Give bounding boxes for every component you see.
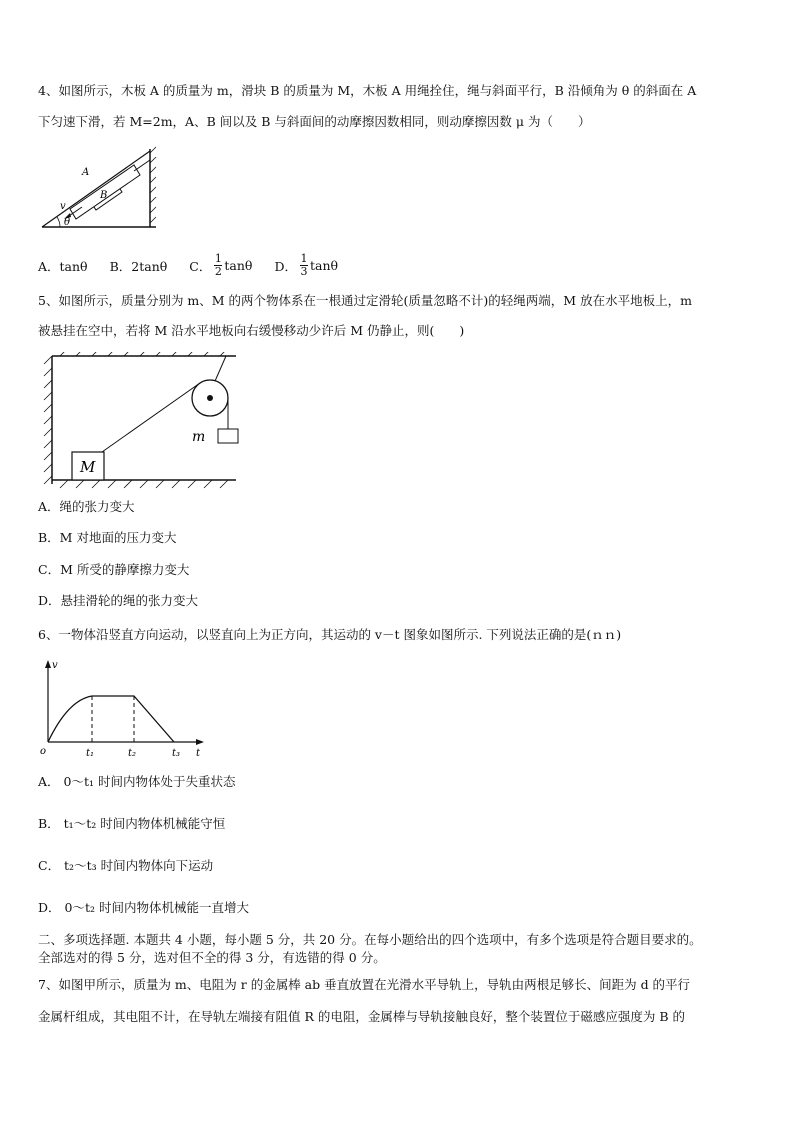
q4-text-line1: 4、如图所示，木板 A 的质量为 m，滑块 B 的质量为 M，木板 A 用绳拴住，绳与斜面平行，B 沿倾角为 θ 的斜面在 A: [38, 83, 697, 98]
q4-label-a: A: [82, 167, 90, 178]
q4-option-a[interactable]: A．tanθ: [38, 258, 88, 274]
q4-incline-figure: [38, 143, 168, 233]
q6-text-line1: 6、一物体沿竖直方向运动，以竖直向上为正方向，其运动的 v－t 图象如图所示. 下列说法正确的是(ｎｎ): [38, 627, 622, 642]
q5-label-big-m: M: [80, 458, 96, 476]
q6-option-d[interactable]: D． 0～t₂ 时间内物体机械能一直增大: [38, 900, 249, 915]
q4-option-b[interactable]: B．2tanθ: [109, 258, 168, 274]
q6-vt-graph: [38, 656, 208, 760]
q4-option-d-fraction: [300, 253, 308, 278]
q4-option-c-fraction: [214, 253, 222, 278]
section2-heading-line2: 全部选对的得 5 分，选对但不全的得 3 分，有选错的得 0 分。: [38, 950, 386, 965]
fraction-denominator: 3: [300, 265, 308, 278]
q5-text-line1: 5、如图所示，质量分别为 m、M 的两个物体系在一根通过定滑轮(质量忽略不计)的轻绳两端，M 放在水平地板上，m: [38, 293, 692, 308]
q5-text-line2: 被悬挂在空中，若将 M 沿水平地板向右缓慢移动少许后 M 仍静止，则( ): [38, 323, 465, 338]
q5-option-d[interactable]: D．悬挂滑轮的绳的张力变大: [38, 593, 199, 608]
q4-option-c-suffix: tanθ: [224, 258, 253, 273]
q6-origin-label: o: [40, 746, 47, 757]
q4-option-c[interactable]: [189, 253, 252, 278]
q4-label-b: B: [100, 190, 108, 201]
q4-option-d[interactable]: [274, 253, 338, 278]
q4-option-d-prefix: D．: [274, 258, 297, 274]
q6-tick-t2: t₂: [128, 748, 137, 759]
fraction-numerator: 1: [214, 252, 222, 265]
q7-text-line2: 金属杆组成，其电阻不计，在导轨左端接有阻值 R 的电阻，金属棒与导轨接触良好，整个装置位于磁感应强度为 B 的: [38, 1009, 685, 1024]
q6-tick-t3: t₃: [172, 748, 181, 759]
q4-label-theta: θ: [64, 217, 71, 228]
q4-option-d-suffix: tanθ: [309, 258, 339, 273]
section2-heading-line1: 二、多项选择题. 本题共 4 小题，每小题 5 分，共 20 分。在每小题给出的四个选项中，有多个选项是符合题目要求的。: [38, 932, 702, 947]
q5-label-small-m: m: [192, 429, 206, 445]
q4-options: [38, 253, 360, 278]
q6-option-b[interactable]: B． t₁～t₂ 时间内物体机械能守恒: [38, 816, 226, 831]
q6-axis-label-v: v: [52, 660, 58, 671]
q6-option-c[interactable]: C． t₂～t₃ 时间内物体向下运动: [38, 858, 214, 873]
q6-axis-label-t: t: [196, 748, 201, 759]
fraction-numerator: 1: [300, 252, 308, 265]
fraction-denominator: 2: [214, 265, 222, 278]
q4-label-v: v: [60, 201, 66, 212]
q4-option-c-prefix: C．: [189, 258, 212, 274]
q6-option-a[interactable]: A． 0～t₁ 时间内物体处于失重状态: [38, 774, 236, 789]
q5-pulley-figure: [40, 352, 240, 492]
q5-option-a[interactable]: A．绳的张力变大: [38, 499, 135, 514]
q6-tick-t1: t₁: [86, 748, 95, 759]
q5-option-c[interactable]: C．M 所受的静摩擦力变大: [38, 562, 190, 577]
q4-text-line2: 下匀速下滑，若 M=2m，A、B 间以及 B 与斜面间的动摩擦因数相同，则动摩擦因数 μ 为（ ）: [38, 114, 591, 129]
q7-text-line1: 7、如图甲所示，质量为 m、电阻为 r 的金属棒 ab 垂直放置在光滑水平导轨上，导轨由两根足够长、间距为 d 的平行: [38, 977, 691, 992]
q5-option-b[interactable]: B．M 对地面的压力变大: [38, 530, 177, 545]
